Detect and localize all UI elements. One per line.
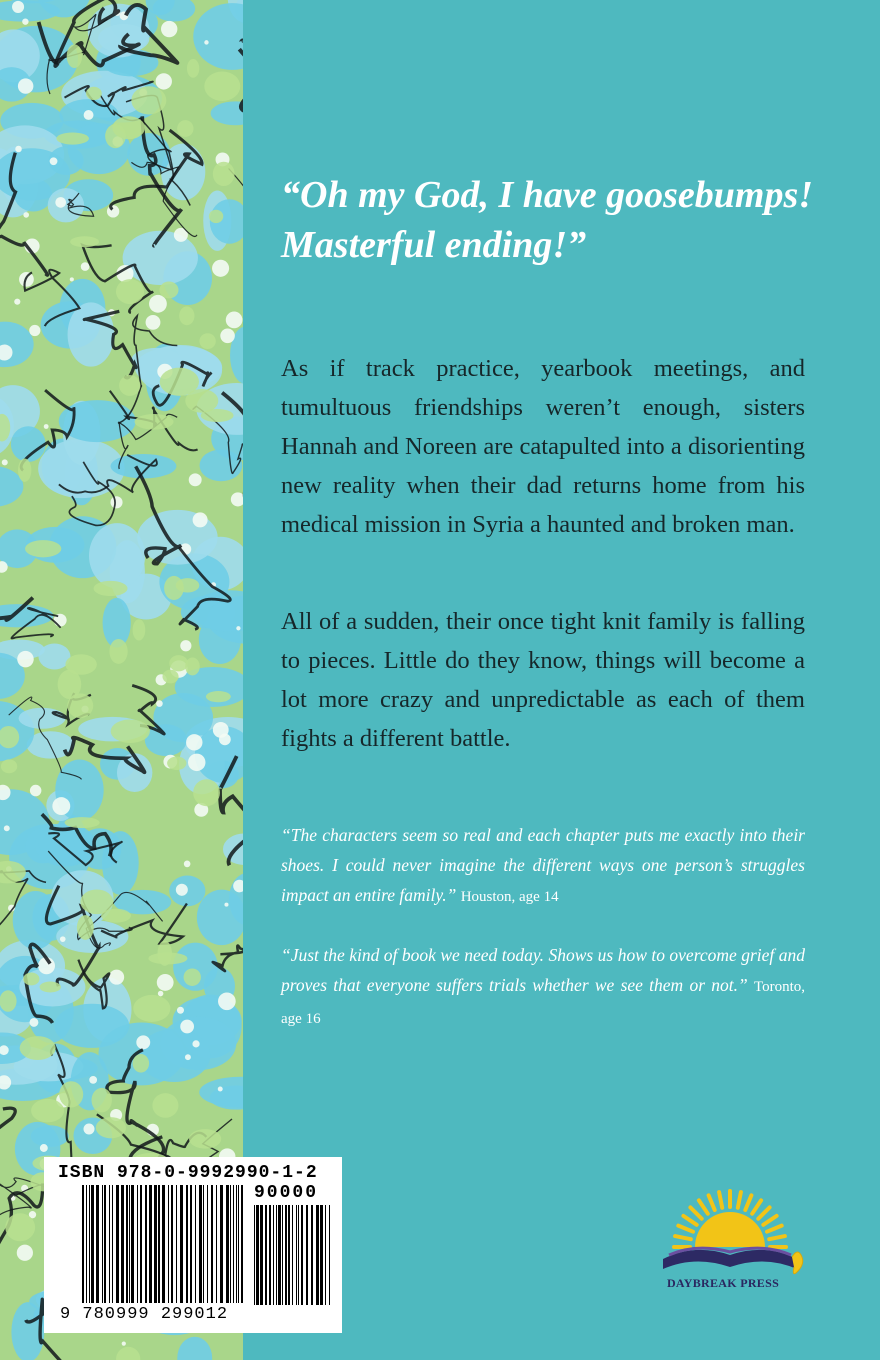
review-2 <box>281 940 805 1034</box>
review-1-attribution: Houston, age 14 <box>460 889 559 905</box>
headline-quote <box>281 170 841 270</box>
ribbon-icon <box>792 1252 803 1274</box>
isbn-label: ISBN 978-0-9992990-1-2 <box>58 1163 318 1183</box>
sunrise-book-icon <box>655 1185 805 1285</box>
sun-icon <box>695 1212 765 1247</box>
review-1-quote: “The characters seem so real and each chapter puts me exactly into their shoes. I could never imagine the different ways one person’s struggles impact an entire family.” <box>281 825 805 905</box>
ean-digits: 9 780999 299012 <box>60 1305 229 1324</box>
isbn-barcode <box>44 1157 342 1333</box>
blurb-paragraph-2: All of a sudden, their once tight knit family is falling to pieces. Little do they know, things will become a lot more crazy and unpredictable as each of them fights a different battle. <box>281 608 805 752</box>
headline-line-1: “Oh my God, I have goosebumps! <box>281 174 814 216</box>
addon-barcode-bars <box>252 1205 334 1309</box>
blurb-paragraph-1: As if track practice, yearbook meetings, and tumultuous friendships weren’t enough, sisters Hannah and Noreen are catapulted into a disorienting new reality when their dad returns home from his medical mission in Syria a haunted and broken man. <box>281 355 805 538</box>
ean-barcode-bars <box>80 1185 248 1309</box>
publisher-name: DAYBREAK PRESS <box>666 1276 780 1290</box>
headline-line-2: Masterful ending!” <box>281 224 587 266</box>
review-2-attribution: Toronto, age 16 <box>281 979 805 1027</box>
marbled-spine-artwork <box>0 0 243 1360</box>
price-addon-digits: 90000 <box>254 1183 319 1203</box>
review-2-quote: “Just the kind of book we need today. Shows us how to overcome grief and proves that everyone suffers trials whether we see them or not.” <box>281 945 805 995</box>
review-1 <box>281 820 805 912</box>
